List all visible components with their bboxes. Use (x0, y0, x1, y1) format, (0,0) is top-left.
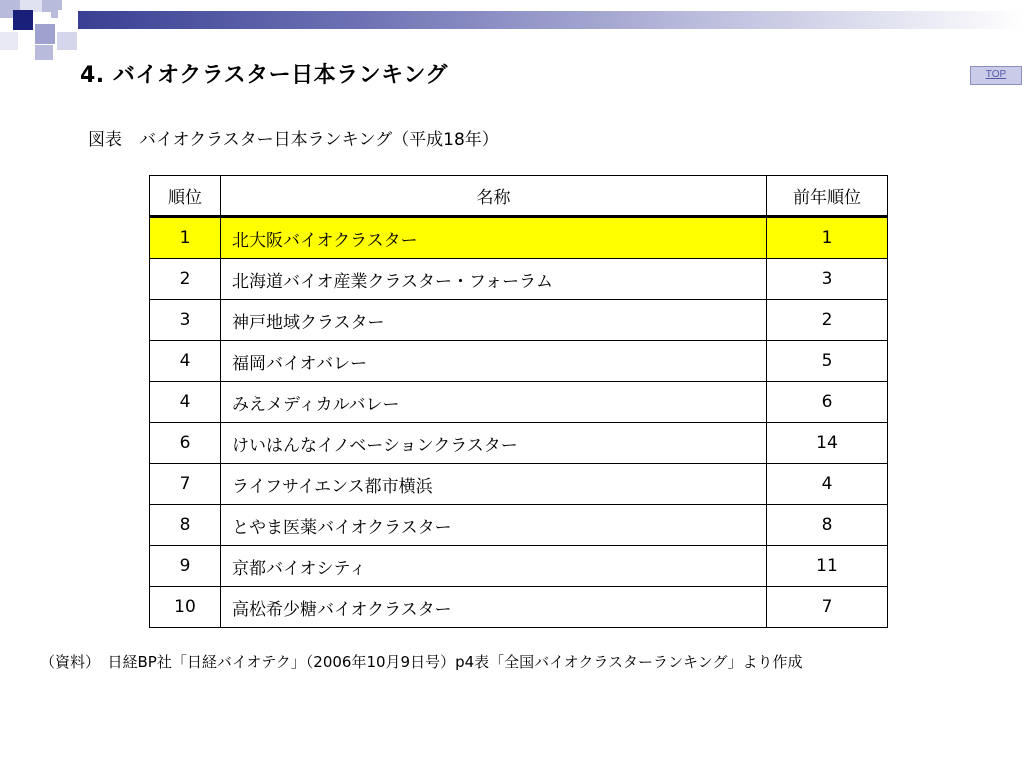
prev-rank-cell: 2 (767, 300, 888, 341)
prev-rank-cell: 7 (767, 587, 888, 628)
prev-rank-cell: 3 (767, 259, 888, 300)
table-row (150, 505, 888, 546)
name-cell: けいはんなイノベーションクラスター (221, 423, 767, 464)
source-note: （資料） 日経BP社「日経バイオテク」（2006年10月9日号）p4表「全国バイオクラスターランキング」より作成 (40, 653, 803, 671)
name-cell: 神戸地域クラスター (221, 300, 767, 341)
deco-square (13, 10, 33, 30)
name-cell: 福岡バイオバレー (221, 341, 767, 382)
table-row (150, 464, 888, 505)
table-row (150, 341, 888, 382)
rank-cell: 9 (150, 546, 221, 587)
deco-square (35, 45, 53, 60)
table-row (150, 382, 888, 423)
ranking-table (149, 175, 888, 628)
rank-cell: 1 (150, 217, 221, 259)
prev-rank-cell: 14 (767, 423, 888, 464)
rank-cell: 4 (150, 341, 221, 382)
prev-rank-cell: 8 (767, 505, 888, 546)
rank-cell: 6 (150, 423, 221, 464)
rank-cell: 7 (150, 464, 221, 505)
table-row (150, 587, 888, 628)
table-row (150, 217, 888, 259)
rank-cell: 3 (150, 300, 221, 341)
column-header-name: 名称 (221, 176, 767, 217)
name-cell: とやま医薬バイオクラスター (221, 505, 767, 546)
table-row (150, 259, 888, 300)
prev-rank-cell: 11 (767, 546, 888, 587)
name-cell: ライフサイエンス都市横浜 (221, 464, 767, 505)
name-cell: 高松希少糖バイオクラスター (221, 587, 767, 628)
rank-cell: 2 (150, 259, 221, 300)
header-gradient-bar (78, 11, 1024, 29)
column-header-rank: 順位 (150, 176, 221, 217)
prev-rank-cell: 1 (767, 217, 888, 259)
deco-square (35, 24, 55, 44)
top-link-button[interactable]: TOP (970, 66, 1022, 85)
name-cell: みえメディカルバレー (221, 382, 767, 423)
name-cell: 北大阪バイオクラスター (221, 217, 767, 259)
rank-cell: 10 (150, 587, 221, 628)
table-row (150, 300, 888, 341)
deco-square (0, 32, 18, 50)
table-row (150, 423, 888, 464)
page-title: 4. バイオクラスター日本ランキング (80, 63, 448, 88)
prev-rank-cell: 4 (767, 464, 888, 505)
name-cell: 京都バイオシティ (221, 546, 767, 587)
name-cell: 北海道バイオ産業クラスター・フォーラム (221, 259, 767, 300)
table-header-row (150, 176, 888, 217)
deco-square (58, 10, 78, 32)
table-row (150, 546, 888, 587)
deco-square (57, 32, 77, 50)
prev-rank-cell: 5 (767, 341, 888, 382)
header-decoration (0, 0, 1024, 60)
rank-cell: 8 (150, 505, 221, 546)
prev-rank-cell: 6 (767, 382, 888, 423)
figure-caption: 図表 バイオクラスター日本ランキング（平成18年） (88, 130, 499, 150)
rank-cell: 4 (150, 382, 221, 423)
column-header-prev-rank: 前年順位 (767, 176, 888, 217)
